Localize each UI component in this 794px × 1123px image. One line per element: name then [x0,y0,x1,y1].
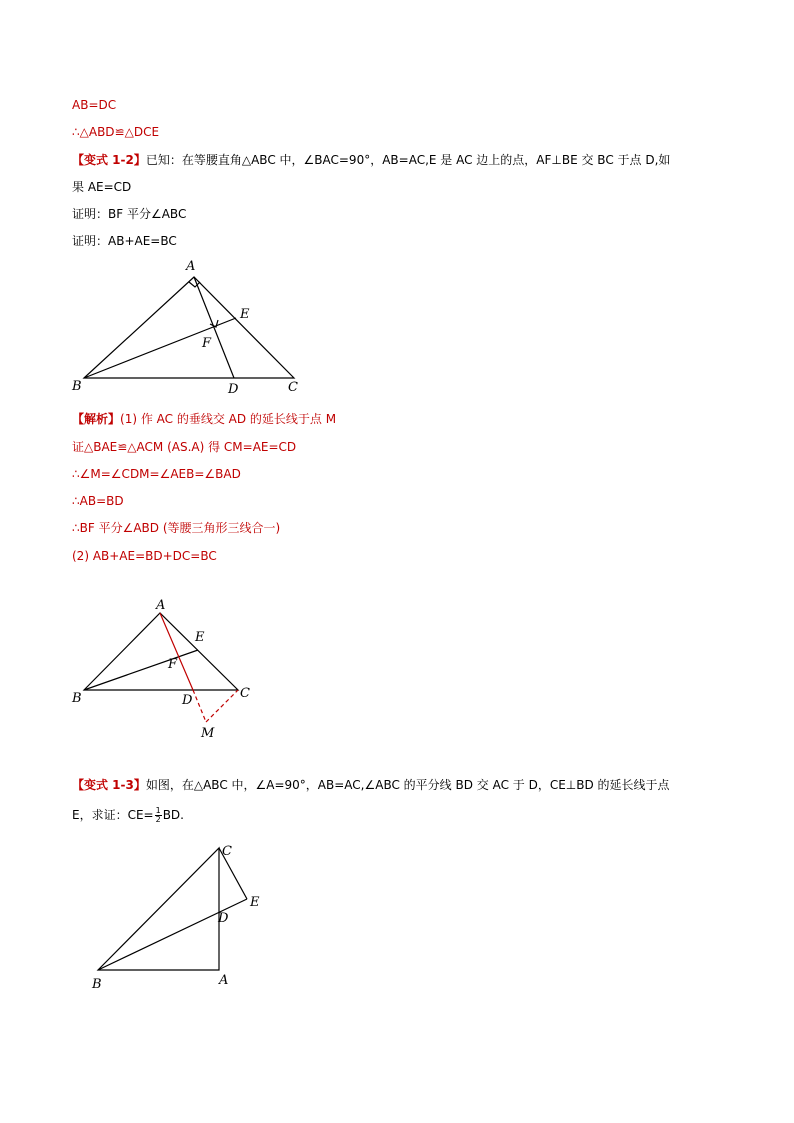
solution-step-2: 证△BAE≌△ACM (AS.A) 得 CM=AE=CD [72,440,297,454]
problem-1-3-text-cont-a: E，求证：CE= [72,808,154,822]
solution-step-6: (2) AB+AE=BD+DC=BC [72,549,217,563]
proof-statement-2: 证明：AB+AE=BC [72,234,177,248]
solution-step-1: (1) 作 AC 的垂线交 AD 的延长线于点 M [120,412,337,426]
solution-step-4: ∴AB=BD [72,494,124,508]
problem-1-3-text: 如图，在△ABC 中，∠A=90°，AB=AC,∠ABC 的平分线 BD 交 AC 于 D，CE⊥BD 的延长线于点 [145,778,670,792]
proof-statement-1: 证明：BF 平分∠ABC [72,207,187,221]
solution-step-5: ∴BF 平分∠ABD (等腰三角形三线合一) [72,521,281,535]
fig3-label-e: E [250,895,260,910]
problem-1-2-tag: 【变式 1-2】 [72,153,146,167]
problem-1-3-text-cont-b: BD. [162,808,184,822]
fig2-label-e: E [195,630,205,645]
fig1-label-f: F [202,336,212,351]
fig2-label-a: A [156,598,166,613]
solution-tag: 【解析】 [72,412,121,426]
fig3-label-c: C [222,844,232,859]
fig1-label-d: D [228,382,239,397]
solution-step-3: ∴∠M=∠CDM=∠AEB=∠BAD [72,467,241,481]
problem-1-2-text: 已知：在等腰直角△ABC 中，∠BAC=90°，AB=AC,E 是 AC 边上的点，AF⊥BE 交 BC 于点 D,如 [145,153,671,167]
fraction-denominator: 2 [155,815,161,824]
fig3-label-b: B [92,977,102,992]
text-line-ab-dc: AB=DC [72,98,117,112]
fig3-label-d: D [218,911,229,926]
fig3-label-a: A [219,973,229,988]
problem-1-2-text-cont: 果 AE=CD [72,180,132,194]
fig2-label-b: B [72,691,82,706]
fig3-triangle-abc [98,848,219,970]
problem-1-3-tag: 【变式 1-3】 [72,778,146,792]
fig2-label-d: D [182,693,193,708]
fig2-label-c: C [240,686,250,701]
fig2-label-m: M [201,726,215,741]
fraction-numerator: 1 [155,806,161,815]
fig1-label-a: A [186,259,196,274]
fig2-label-f: F [168,657,178,672]
fig3-segment-be [98,899,247,970]
text-line-congruent: ∴△ABD≌△DCE [72,125,160,139]
fig1-label-c: C [288,380,298,395]
fig1-label-e: E [240,307,250,322]
fig1-label-b: B [72,379,82,394]
